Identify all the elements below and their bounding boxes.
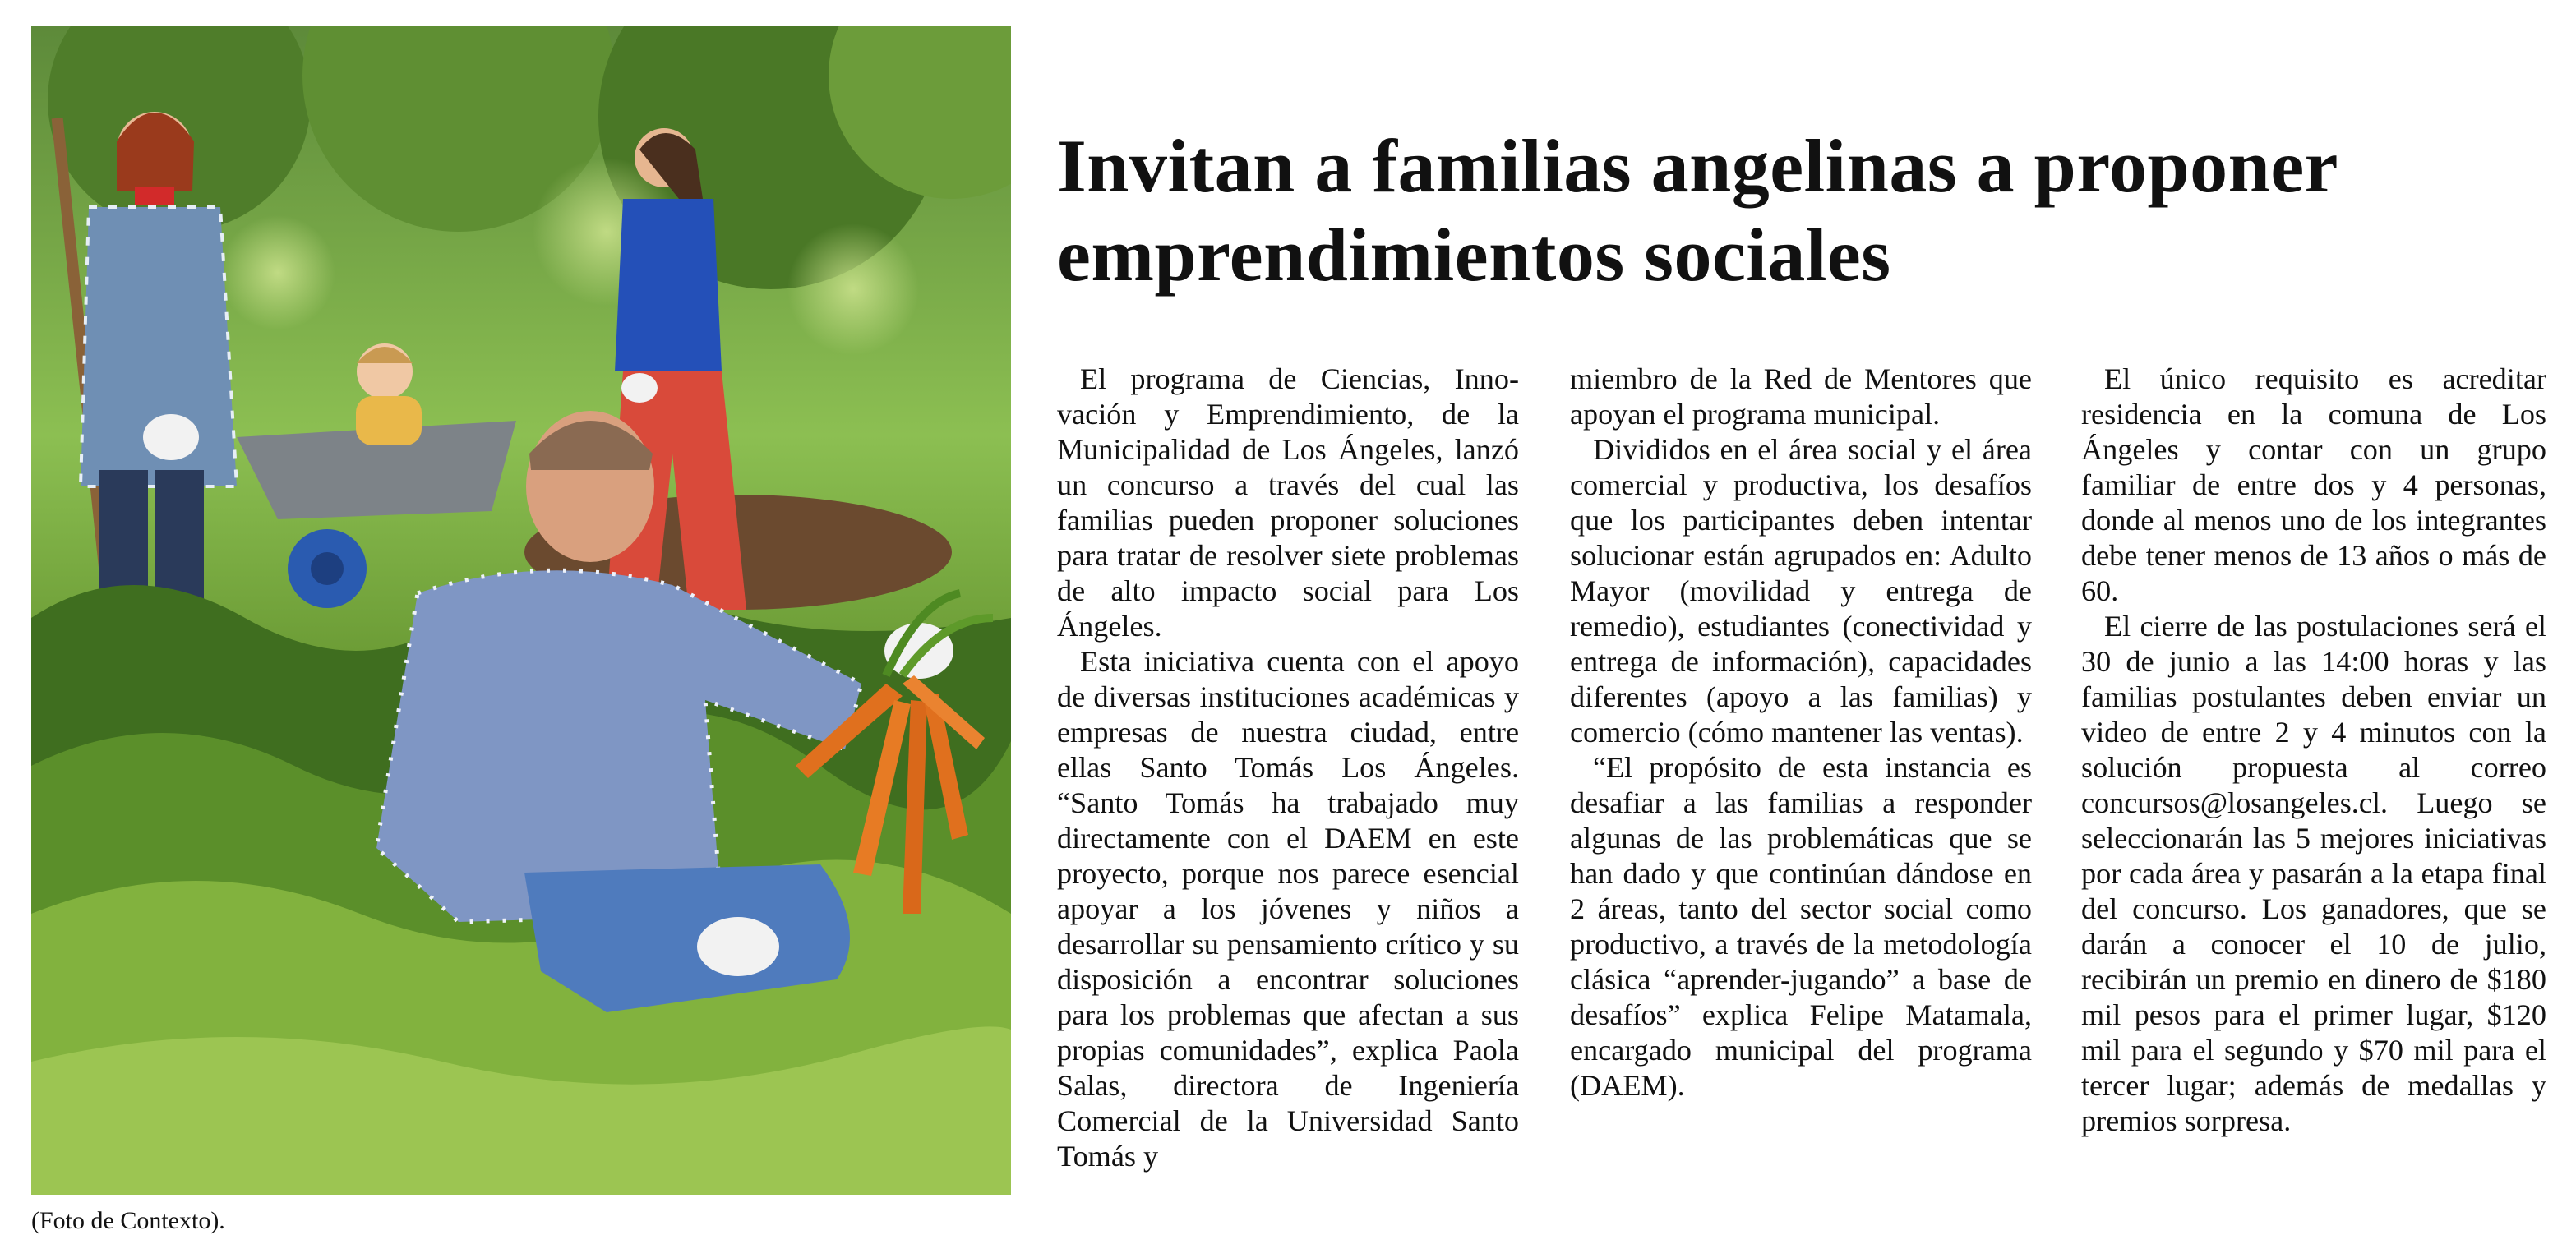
paragraph: El programa de Ciencias, Innovación y Emprendimiento, de la Municipalidad de Los Ángeles, lanzó un concurso a través del cual las familias pueden proponer soluciones para tratar de resolver siete problemas de alto impacto social para Los Ángeles.: [1057, 362, 1519, 643]
headline: Invitan a familias angelinas a proponer emprendimientos sociales: [1057, 124, 2338, 297]
article-column-3: [2081, 362, 2546, 1139]
article-photo: [31, 26, 1011, 1195]
paragraph: Esta iniciativa cuenta con el apoyo de diversas instituciones académicas y empresas de nuestra ciudad, entre ellas Santo Tomás Los Ángeles. “Santo Tomás ha trabajado muy directamente con el DAEM en este proyecto, porque nos parece esencial apoyar a los jóvenes y niños a desarrollar su pensamiento crítico y su disposición a encontrar soluciones para los problemas que afectan a sus propias comunidades”, explica Paola Salas, directora de Ingeniería Comercial de la Universidad Santo Tomás y: [1057, 645, 1519, 1173]
paragraph: El cierre de las postulaciones será el 30 de junio a las 14:00 horas y las familias postulantes deben enviar un video de entre 2 y 4 minutos con la solución propuesta al correo concursos@losangeles.cl. Luego se seleccionarán las 5 mejores iniciativas por cada área y pasarán a la etapa final del concurso. Los ganadores, que se darán a conocer el 10 de julio, recibirán un premio en dinero de $180 mil pesos para el primer lugar, $120 mil para el segundo y $70 mil para el tercer lugar; además de medallas y premios sorpresa.: [2081, 610, 2546, 1137]
paragraph: Divididos en el área social y el área comercial y productiva, los desafíos que los participantes deben intentar solucionar están agrupados en: Adulto Mayor (movilidad y entrega de remedio), estudiantes (conectividad y entrega de información), capacidades diferentes (apoyo a las familias) y comercio (cómo mantener las ventas).: [1570, 433, 2032, 749]
paragraph: El único requisito es acreditar residencia en la comuna de Los Ángeles y contar con un grupo familiar de entre dos y 4 personas, donde al menos uno de los integrantes debe tener menos de 13 años o más de 60.: [2081, 362, 2546, 607]
photo-caption: (Foto de Contexto).: [31, 1207, 225, 1234]
paragraph: miembro de la Red de Mentores que apoyan el programa municipal.: [1570, 362, 2032, 431]
paragraph: “El propósito de esta instancia es desafiar a las familias a responder algunas de las problemáticas que se han dado y que continúan dándose en 2 áreas, tanto del sector social como productivo, a través de la metodología clásica “aprender-jugando” a base de desafíos” explica Felipe Matamala, encargado municipal del programa (DAEM).: [1570, 751, 2032, 1102]
garden-family-photo: [31, 26, 1011, 1195]
article-column-1: [1057, 362, 1519, 1174]
article-column-2: [1570, 362, 2032, 1104]
